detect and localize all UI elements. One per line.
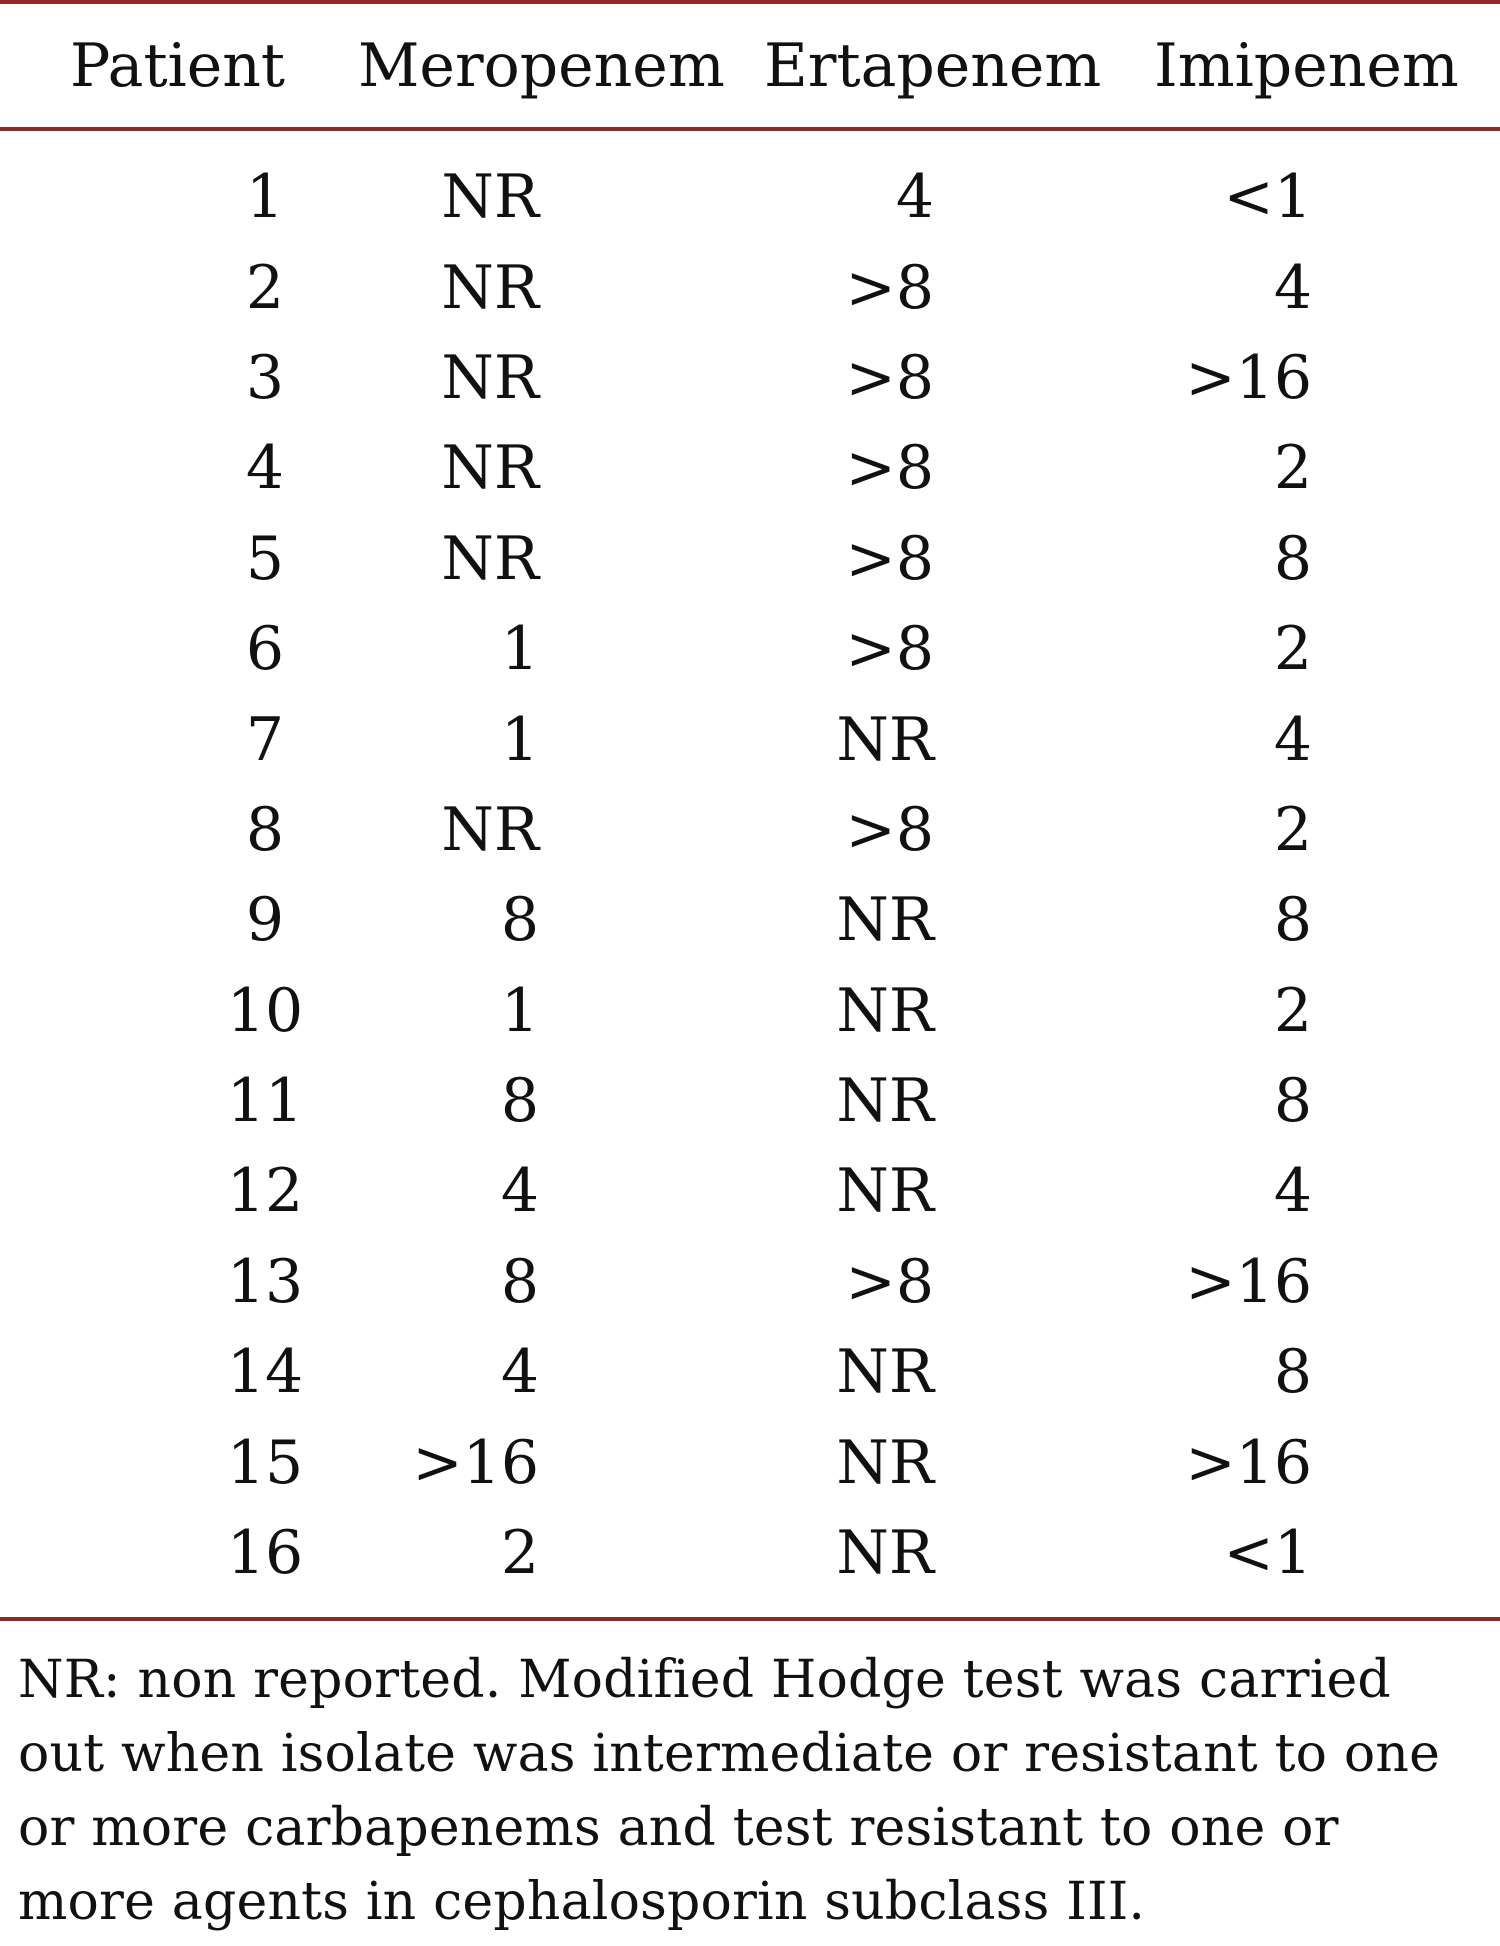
cell-meropenem	[340, 875, 740, 965]
cell-ertapenem-value: >8	[845, 1246, 934, 1317]
cell-meropenem	[340, 1417, 740, 1507]
bottom-rule	[0, 1617, 1500, 1621]
cell-patient-value: 1	[245, 162, 285, 233]
cell-patient	[0, 333, 340, 423]
cell-meropenem-value: 1	[500, 614, 539, 685]
cell-imipenem	[1140, 604, 1500, 694]
cell-ertapenem-value: 4	[895, 162, 934, 233]
cell-meropenem-value: NR	[441, 794, 539, 865]
cell-meropenem-value: >16	[412, 1427, 539, 1498]
table-header	[0, 0, 1500, 131]
cell-ertapenem	[740, 785, 1140, 875]
cell-imipenem-value: 8	[1273, 1066, 1312, 1137]
cell-patient	[0, 1146, 340, 1236]
cell-meropenem	[340, 1056, 740, 1146]
cell-ertapenem	[740, 1237, 1140, 1327]
cell-meropenem-value: 8	[500, 1246, 539, 1317]
cell-meropenem	[340, 1237, 740, 1327]
cell-imipenem-value: >16	[1185, 1246, 1312, 1317]
table-row	[0, 242, 1500, 332]
cell-imipenem	[1140, 1146, 1500, 1236]
table-row	[0, 1508, 1500, 1598]
cell-patient-value: 6	[245, 614, 285, 685]
column-header-patient: Patient	[70, 30, 286, 101]
cell-ertapenem-value: >8	[845, 614, 934, 685]
cell-imipenem	[1140, 1327, 1500, 1417]
cell-meropenem-value: NR	[441, 162, 539, 233]
table-row	[0, 1237, 1500, 1327]
cell-imipenem-value: 8	[1273, 885, 1312, 956]
cell-meropenem-value: 2	[500, 1518, 539, 1589]
cell-ertapenem	[740, 966, 1140, 1056]
cell-imipenem-value: >16	[1185, 342, 1312, 413]
cell-patient-value: 3	[245, 342, 285, 413]
table-row	[0, 1417, 1500, 1507]
table-row	[0, 1327, 1500, 1417]
table-row	[0, 694, 1500, 784]
cell-patient	[0, 785, 340, 875]
cell-meropenem	[340, 1508, 740, 1598]
cell-meropenem	[340, 1146, 740, 1236]
cell-meropenem	[340, 694, 740, 784]
cell-imipenem-value: <1	[1223, 1518, 1312, 1589]
cell-meropenem-value: NR	[441, 252, 539, 323]
table-row	[0, 423, 1500, 513]
cell-patient	[0, 604, 340, 694]
column-header-imipenem: Imipenem	[1154, 30, 1459, 101]
cell-imipenem	[1140, 423, 1500, 513]
cell-meropenem-value: NR	[441, 342, 539, 413]
cell-ertapenem-value: NR	[836, 1518, 934, 1589]
cell-meropenem-value: 1	[500, 975, 539, 1046]
cell-patient	[0, 875, 340, 965]
cell-imipenem	[1140, 1508, 1500, 1598]
cell-patient-value: 11	[226, 1066, 304, 1137]
table-row	[0, 966, 1500, 1056]
cell-patient	[0, 1327, 340, 1417]
cell-meropenem	[340, 152, 740, 242]
cell-imipenem-value: 4	[1273, 1156, 1312, 1227]
cell-imipenem	[1140, 694, 1500, 784]
cell-meropenem-value: 8	[500, 1066, 539, 1137]
table-row	[0, 333, 1500, 423]
cell-imipenem-value: 2	[1273, 614, 1312, 685]
cell-ertapenem	[740, 1417, 1140, 1507]
cell-patient-value: 8	[245, 794, 285, 865]
table-row	[0, 152, 1500, 242]
cell-ertapenem	[740, 242, 1140, 332]
cell-ertapenem	[740, 694, 1140, 784]
cell-ertapenem-value: NR	[836, 1427, 934, 1498]
cell-ertapenem	[740, 333, 1140, 423]
cell-patient-value: 4	[245, 433, 285, 504]
cell-ertapenem	[740, 1146, 1140, 1236]
cell-ertapenem	[740, 1327, 1140, 1417]
cell-ertapenem	[740, 604, 1140, 694]
column-header-ertapenem: Ertapenem	[764, 30, 1102, 101]
cell-meropenem-value: NR	[441, 433, 539, 504]
cell-imipenem-value: 8	[1273, 1337, 1312, 1408]
cell-patient-value: 10	[226, 975, 304, 1046]
cell-meropenem	[340, 785, 740, 875]
table-row	[0, 514, 1500, 604]
cell-patient	[0, 1417, 340, 1507]
cell-patient	[0, 1508, 340, 1598]
cell-patient	[0, 514, 340, 604]
cell-imipenem	[1140, 1056, 1500, 1146]
cell-ertapenem-value: >8	[845, 523, 934, 594]
cell-ertapenem-value: NR	[836, 885, 934, 956]
cell-ertapenem	[740, 152, 1140, 242]
cell-patient	[0, 694, 340, 784]
cell-meropenem-value: 4	[500, 1337, 539, 1408]
cell-imipenem	[1140, 514, 1500, 604]
table-footnote: NR: non reported. Modified Hodge test was carried out when isolate was intermediate or resistant to one or more carbapenems and test resistant to one or more agents in cephalosporin subclass III.	[18, 1650, 1441, 1932]
cell-ertapenem-value: NR	[836, 1337, 934, 1408]
cell-imipenem-value: 4	[1273, 704, 1312, 775]
cell-imipenem	[1140, 1417, 1500, 1507]
cell-imipenem	[1140, 785, 1500, 875]
cell-ertapenem	[740, 1056, 1140, 1146]
table-body	[0, 131, 1500, 1598]
cell-meropenem-value: 1	[500, 704, 539, 775]
cell-patient-value: 15	[226, 1427, 304, 1498]
cell-ertapenem-value: NR	[836, 975, 934, 1046]
cell-patient-value: 5	[245, 523, 285, 594]
cell-patient	[0, 152, 340, 242]
cell-meropenem	[340, 242, 740, 332]
cell-imipenem-value: 2	[1273, 794, 1312, 865]
cell-ertapenem-value: >8	[845, 342, 934, 413]
cell-imipenem	[1140, 242, 1500, 332]
cell-imipenem	[1140, 152, 1500, 242]
cell-imipenem-value: 2	[1273, 975, 1312, 1046]
cell-imipenem-value: >16	[1185, 1427, 1312, 1498]
cell-patient-value: 13	[226, 1246, 304, 1317]
cell-ertapenem	[740, 514, 1140, 604]
cell-patient	[0, 1056, 340, 1146]
cell-meropenem	[340, 1327, 740, 1417]
cell-patient-value: 9	[245, 885, 285, 956]
cell-meropenem	[340, 423, 740, 513]
cell-patient	[0, 966, 340, 1056]
cell-ertapenem-value: NR	[836, 704, 934, 775]
cell-meropenem	[340, 604, 740, 694]
cell-imipenem-value: <1	[1223, 162, 1312, 233]
cell-ertapenem-value: >8	[845, 252, 934, 323]
cell-imipenem-value: 4	[1273, 252, 1312, 323]
cell-imipenem	[1140, 875, 1500, 965]
cell-ertapenem-value: NR	[836, 1066, 934, 1137]
cell-patient	[0, 423, 340, 513]
cell-patient-value: 12	[226, 1156, 304, 1227]
table-row	[0, 1056, 1500, 1146]
cell-patient	[0, 242, 340, 332]
cell-imipenem-value: 8	[1273, 523, 1312, 594]
cell-meropenem-value: 4	[500, 1156, 539, 1227]
table-row	[0, 1146, 1500, 1236]
cell-meropenem	[340, 333, 740, 423]
cell-ertapenem-value: >8	[845, 794, 934, 865]
cell-imipenem-value: 2	[1273, 433, 1312, 504]
cell-meropenem-value: 8	[500, 885, 539, 956]
cell-meropenem	[340, 514, 740, 604]
cell-patient-value: 7	[245, 704, 285, 775]
cell-patient-value: 16	[226, 1518, 304, 1589]
table-row	[0, 604, 1500, 694]
table-row	[0, 785, 1500, 875]
cell-patient	[0, 1237, 340, 1327]
cell-patient-value: 2	[245, 252, 285, 323]
cell-ertapenem	[740, 875, 1140, 965]
cell-meropenem	[340, 966, 740, 1056]
cell-patient-value: 14	[226, 1337, 304, 1408]
cell-meropenem-value: NR	[441, 523, 539, 594]
table-row	[0, 875, 1500, 965]
cell-imipenem	[1140, 333, 1500, 423]
column-header-meropenem: Meropenem	[358, 30, 725, 101]
cell-ertapenem-value: NR	[836, 1156, 934, 1227]
cell-ertapenem-value: >8	[845, 433, 934, 504]
cell-imipenem	[1140, 966, 1500, 1056]
cell-ertapenem	[740, 1508, 1140, 1598]
cell-ertapenem	[740, 423, 1140, 513]
cell-imipenem	[1140, 1237, 1500, 1327]
